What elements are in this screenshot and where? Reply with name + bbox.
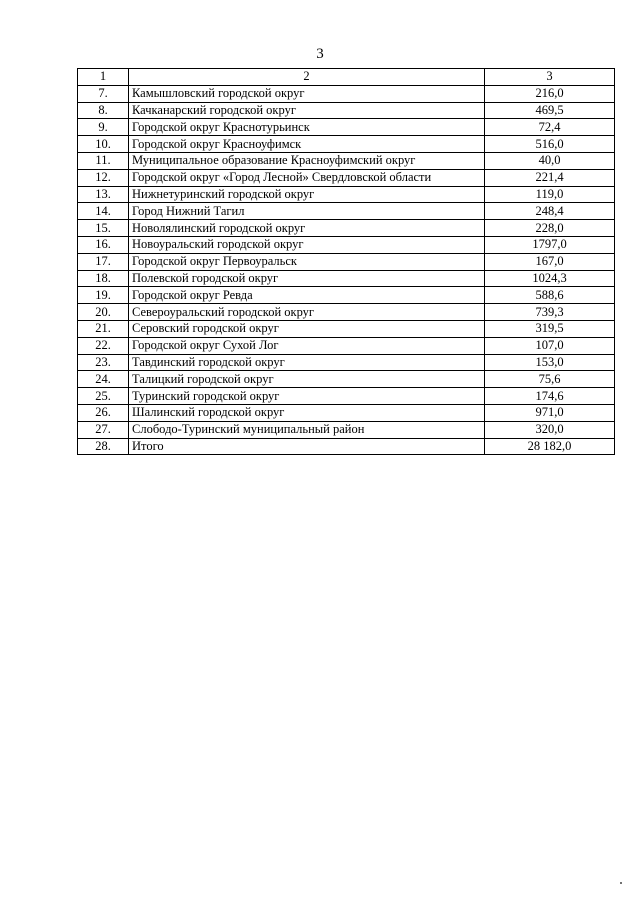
row-name-cell: Городской округ Сухой Лог	[129, 337, 485, 354]
row-name-cell: Городской округ Краснотурьинск	[129, 119, 485, 136]
row-name-cell: Камышловский городской округ	[129, 85, 485, 102]
table-row	[78, 169, 615, 186]
table-row	[78, 404, 615, 421]
row-number-cell: 26.	[78, 404, 129, 421]
row-value-cell: 1797,0	[485, 236, 615, 253]
row-name-cell: Шалинский городской округ	[129, 404, 485, 421]
row-number-cell: 7.	[78, 85, 129, 102]
table-row	[78, 304, 615, 321]
allocation-table	[77, 68, 615, 455]
row-number-cell: 16.	[78, 236, 129, 253]
row-value-cell: 1024,3	[485, 270, 615, 287]
table-row	[78, 136, 615, 153]
row-value-cell: 28 182,0	[485, 438, 615, 455]
table-row	[78, 203, 615, 220]
row-name-cell: Город Нижний Тагил	[129, 203, 485, 220]
table-row	[78, 438, 615, 455]
row-name-cell: Качканарский городской округ	[129, 102, 485, 119]
row-name-cell: Городской округ Красноуфимск	[129, 136, 485, 153]
row-value-cell: 119,0	[485, 186, 615, 203]
row-name-cell: Городской округ Ревда	[129, 287, 485, 304]
row-name-cell: Туринский городской округ	[129, 388, 485, 405]
row-name-cell: Итого	[129, 438, 485, 455]
row-name-cell: Слободо-Туринский муниципальный район	[129, 421, 485, 438]
row-value-cell: 221,4	[485, 169, 615, 186]
row-number-cell: 14.	[78, 203, 129, 220]
row-name-cell: Городской округ Первоуральск	[129, 253, 485, 270]
row-value-cell: 174,6	[485, 388, 615, 405]
header-cell-name: 2	[129, 69, 485, 86]
row-number-cell: 24.	[78, 371, 129, 388]
table-body	[78, 69, 615, 455]
row-value-cell: 153,0	[485, 354, 615, 371]
row-number-cell: 22.	[78, 337, 129, 354]
row-name-cell: Тавдинский городской округ	[129, 354, 485, 371]
row-name-cell: Муниципальное образование Красноуфимский округ	[129, 152, 485, 169]
header-cell-number: 1	[78, 69, 129, 86]
table-row	[78, 253, 615, 270]
row-number-cell: 15.	[78, 220, 129, 237]
page-number: 3	[316, 46, 324, 62]
row-name-cell: Серовский городской округ	[129, 320, 485, 337]
table-header-row	[78, 69, 615, 86]
row-number-cell: 20.	[78, 304, 129, 321]
table-row	[78, 337, 615, 354]
row-number-cell: 12.	[78, 169, 129, 186]
row-value-cell: 516,0	[485, 136, 615, 153]
row-number-cell: 17.	[78, 253, 129, 270]
row-name-cell: Новолялинский городской округ	[129, 220, 485, 237]
table-row	[78, 236, 615, 253]
row-value-cell: 588,6	[485, 287, 615, 304]
row-value-cell: 40,0	[485, 152, 615, 169]
table-row	[78, 388, 615, 405]
row-value-cell: 971,0	[485, 404, 615, 421]
table-row	[78, 152, 615, 169]
row-value-cell: 72,4	[485, 119, 615, 136]
row-number-cell: 9.	[78, 119, 129, 136]
row-value-cell: 739,3	[485, 304, 615, 321]
row-number-cell: 28.	[78, 438, 129, 455]
row-name-cell: Нижнетуринский городской округ	[129, 186, 485, 203]
row-value-cell: 320,0	[485, 421, 615, 438]
table-row	[78, 85, 615, 102]
table-row	[78, 102, 615, 119]
table-row	[78, 320, 615, 337]
row-number-cell: 27.	[78, 421, 129, 438]
table-row	[78, 371, 615, 388]
row-number-cell: 8.	[78, 102, 129, 119]
row-number-cell: 11.	[78, 152, 129, 169]
table-row	[78, 421, 615, 438]
row-name-cell: Талицкий городской округ	[129, 371, 485, 388]
table-row	[78, 287, 615, 304]
row-name-cell: Полевской городской округ	[129, 270, 485, 287]
row-name-cell: Североуральский городской округ	[129, 304, 485, 321]
table-row	[78, 220, 615, 237]
row-name-cell: Городской округ «Город Лесной» Свердловской области	[129, 169, 485, 186]
row-number-cell: 23.	[78, 354, 129, 371]
row-number-cell: 19.	[78, 287, 129, 304]
row-number-cell: 18.	[78, 270, 129, 287]
row-number-cell: 13.	[78, 186, 129, 203]
row-value-cell: 216,0	[485, 85, 615, 102]
row-value-cell: 319,5	[485, 320, 615, 337]
table-row	[78, 119, 615, 136]
row-value-cell: 167,0	[485, 253, 615, 270]
row-value-cell: 248,4	[485, 203, 615, 220]
table-row	[78, 354, 615, 371]
row-value-cell: 469,5	[485, 102, 615, 119]
scan-speck	[620, 882, 622, 884]
row-number-cell: 21.	[78, 320, 129, 337]
row-value-cell: 75,6	[485, 371, 615, 388]
row-value-cell: 228,0	[485, 220, 615, 237]
table-row	[78, 270, 615, 287]
table-row	[78, 186, 615, 203]
row-number-cell: 10.	[78, 136, 129, 153]
row-name-cell: Новоуральский городской округ	[129, 236, 485, 253]
header-cell-value: 3	[485, 69, 615, 86]
row-value-cell: 107,0	[485, 337, 615, 354]
row-number-cell: 25.	[78, 388, 129, 405]
